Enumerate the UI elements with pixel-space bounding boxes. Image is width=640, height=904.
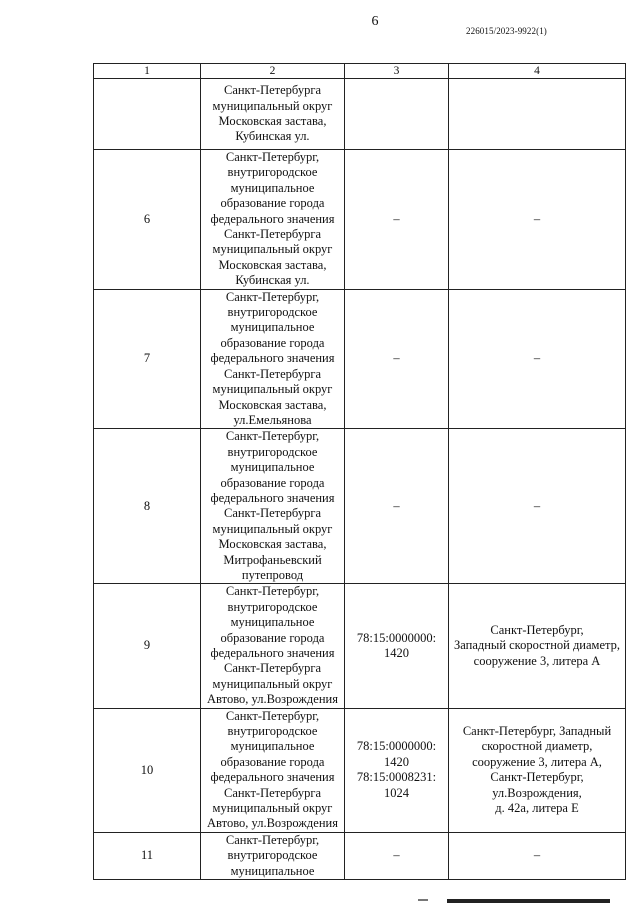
header-col-2: 2 — [201, 64, 345, 79]
cadastral-number-cell — [345, 832, 449, 879]
location-line: федерального значения — [210, 646, 335, 660]
header-col-1: 1 — [94, 64, 201, 79]
location-line: образование города — [220, 630, 325, 645]
address-line: Санкт-Петербург, Западный — [462, 724, 612, 739]
location-line: федерального значения — [210, 351, 335, 366]
location-line: Санкт-Петербург, — [225, 289, 320, 304]
location-line: образование города — [220, 754, 325, 769]
table-row — [94, 79, 626, 150]
cadastral-number-cell — [345, 708, 449, 832]
location-line: Санкт-Петербурга — [223, 83, 321, 98]
cadastral-number-cell — [345, 79, 449, 150]
address-cell — [449, 289, 626, 429]
cadastral-number-line: 1420 — [384, 646, 409, 660]
cadastral-number-line: 78:15:0008231: — [356, 770, 437, 785]
location-line: муниципальное — [230, 460, 315, 475]
cadastral-number-line: 1024 — [384, 785, 409, 800]
row-number-cell: 10 — [94, 708, 201, 832]
address-line: сооружение 3, литера А, — [472, 754, 602, 769]
table-row — [94, 832, 626, 879]
location-line: образование города — [220, 475, 325, 490]
cadastral-number-line: – — [393, 211, 400, 226]
location-line: муниципальный округ — [212, 242, 333, 257]
location-line: муниципальное — [230, 180, 315, 195]
location-line: муниципальное — [230, 739, 315, 754]
cadastral-number-line: – — [393, 351, 400, 366]
table-row — [94, 429, 626, 584]
row-number-cell: 7 — [94, 289, 201, 429]
table-body — [94, 64, 626, 880]
location-line: внутригородское — [227, 165, 318, 180]
location-line: образование города — [220, 335, 325, 350]
location-line: Санкт-Петербурга — [223, 661, 321, 676]
location-line: Санкт-Петербурга — [223, 366, 321, 381]
location-line: федерального значения — [210, 211, 335, 226]
location-line: муниципальный округ — [212, 382, 333, 397]
location-line: Санкт-Петербург, — [225, 832, 320, 847]
location-line: Московская застава, — [218, 537, 327, 552]
location-line: Санкт-Петербург, — [225, 429, 320, 444]
cadastral-number-line: – — [393, 848, 400, 863]
location-line: Кубинская ул. — [235, 273, 310, 288]
cadastral-number-line: 1420 — [384, 754, 409, 769]
location-line: путепровод — [241, 567, 304, 582]
location-line: Московская застава, — [218, 397, 327, 412]
location-line: внутригородское — [227, 724, 318, 739]
location-line: федерального значения — [210, 490, 335, 505]
row-number-cell: 11 — [94, 832, 201, 879]
address-line: – — [533, 498, 541, 513]
location-line: образование города — [220, 196, 325, 211]
location-line: федерального значения — [210, 770, 335, 785]
location-line: Санкт-Петербург, — [225, 708, 320, 723]
location-line: внутригородское — [227, 444, 318, 459]
address-cell — [449, 79, 626, 150]
location-line: муниципальный округ — [212, 98, 333, 113]
address-cell — [449, 708, 626, 832]
scan-edge-bar — [447, 899, 610, 903]
location-line: муниципальный округ — [212, 801, 333, 816]
table-header-row — [94, 64, 626, 79]
location-line: муниципальное — [230, 863, 315, 878]
location-cell — [201, 832, 345, 879]
location-line: Санкт-Петербурга — [223, 785, 321, 800]
location-line: внутригородское — [227, 599, 318, 614]
registry-table — [93, 63, 626, 880]
table-row — [94, 708, 626, 832]
scan-mark — [418, 899, 428, 901]
cadastral-number-cell — [345, 150, 449, 290]
cadastral-number-cell — [345, 429, 449, 584]
address-line: – — [533, 848, 541, 863]
location-line: ул.Емельянова — [233, 412, 312, 427]
location-cell — [201, 708, 345, 832]
address-cell — [449, 584, 626, 708]
address-cell — [449, 429, 626, 584]
location-line: Санкт-Петербурга — [223, 227, 321, 242]
location-cell — [201, 150, 345, 290]
address-line: Санкт-Петербург, — [490, 622, 584, 637]
location-line: Автово, ул.Возрождения — [207, 816, 338, 831]
address-line: – — [533, 211, 541, 226]
row-number-cell: 8 — [94, 429, 201, 584]
document-code: 226015/2023-9922(1) — [466, 26, 547, 36]
page-number: 6 — [371, 14, 379, 29]
header-col-3: 3 — [345, 64, 449, 79]
table-row — [94, 150, 626, 290]
location-line: внутригородское — [227, 305, 318, 320]
location-cell — [201, 584, 345, 708]
cadastral-number-line: 78:15:0000000: — [356, 739, 437, 754]
table-row — [94, 289, 626, 429]
address-line: ул.Возрождения, — [492, 785, 582, 800]
location-cell — [201, 79, 345, 150]
location-cell — [201, 289, 345, 429]
address-line: Санкт-Петербург, — [490, 770, 584, 785]
cadastral-number-cell — [345, 584, 449, 708]
cadastral-number-line: – — [393, 498, 400, 513]
location-line: Санкт-Петербург, — [225, 584, 320, 599]
location-line: муниципальное — [230, 320, 315, 335]
cadastral-number-line: 78:15:0000000: — [356, 630, 437, 645]
address-cell — [449, 832, 626, 879]
location-line: Автово, ул.Возрождения — [207, 692, 338, 707]
table-row — [94, 584, 626, 708]
row-number-cell: 6 — [94, 150, 201, 290]
location-line: муниципальный округ — [212, 676, 333, 691]
location-line: Санкт-Петербург, — [225, 150, 320, 164]
address-cell — [449, 150, 626, 290]
address-line: д. 42а, литера Е — [495, 801, 579, 816]
location-line: Митрофаньевский — [223, 552, 322, 567]
address-line: – — [533, 351, 541, 366]
row-number-cell — [94, 79, 201, 150]
cadastral-number-cell — [345, 289, 449, 429]
location-cell — [201, 429, 345, 584]
location-line: муниципальное — [230, 615, 315, 630]
address-line: сооружение 3, литера А — [473, 653, 601, 668]
address-line: скоростной диаметр, — [481, 739, 593, 754]
header-col-4: 4 — [449, 64, 626, 79]
location-line: внутригородское — [227, 848, 318, 863]
location-line: Московская застава, — [218, 257, 327, 272]
location-line: Санкт-Петербурга — [223, 506, 321, 521]
address-line: Западный скоростной диаметр, — [453, 638, 620, 653]
location-line: Кубинская ул. — [235, 129, 310, 144]
location-line: Московская застава, — [218, 114, 327, 128]
row-number-cell: 9 — [94, 584, 201, 708]
location-line: муниципальный округ — [212, 521, 333, 536]
